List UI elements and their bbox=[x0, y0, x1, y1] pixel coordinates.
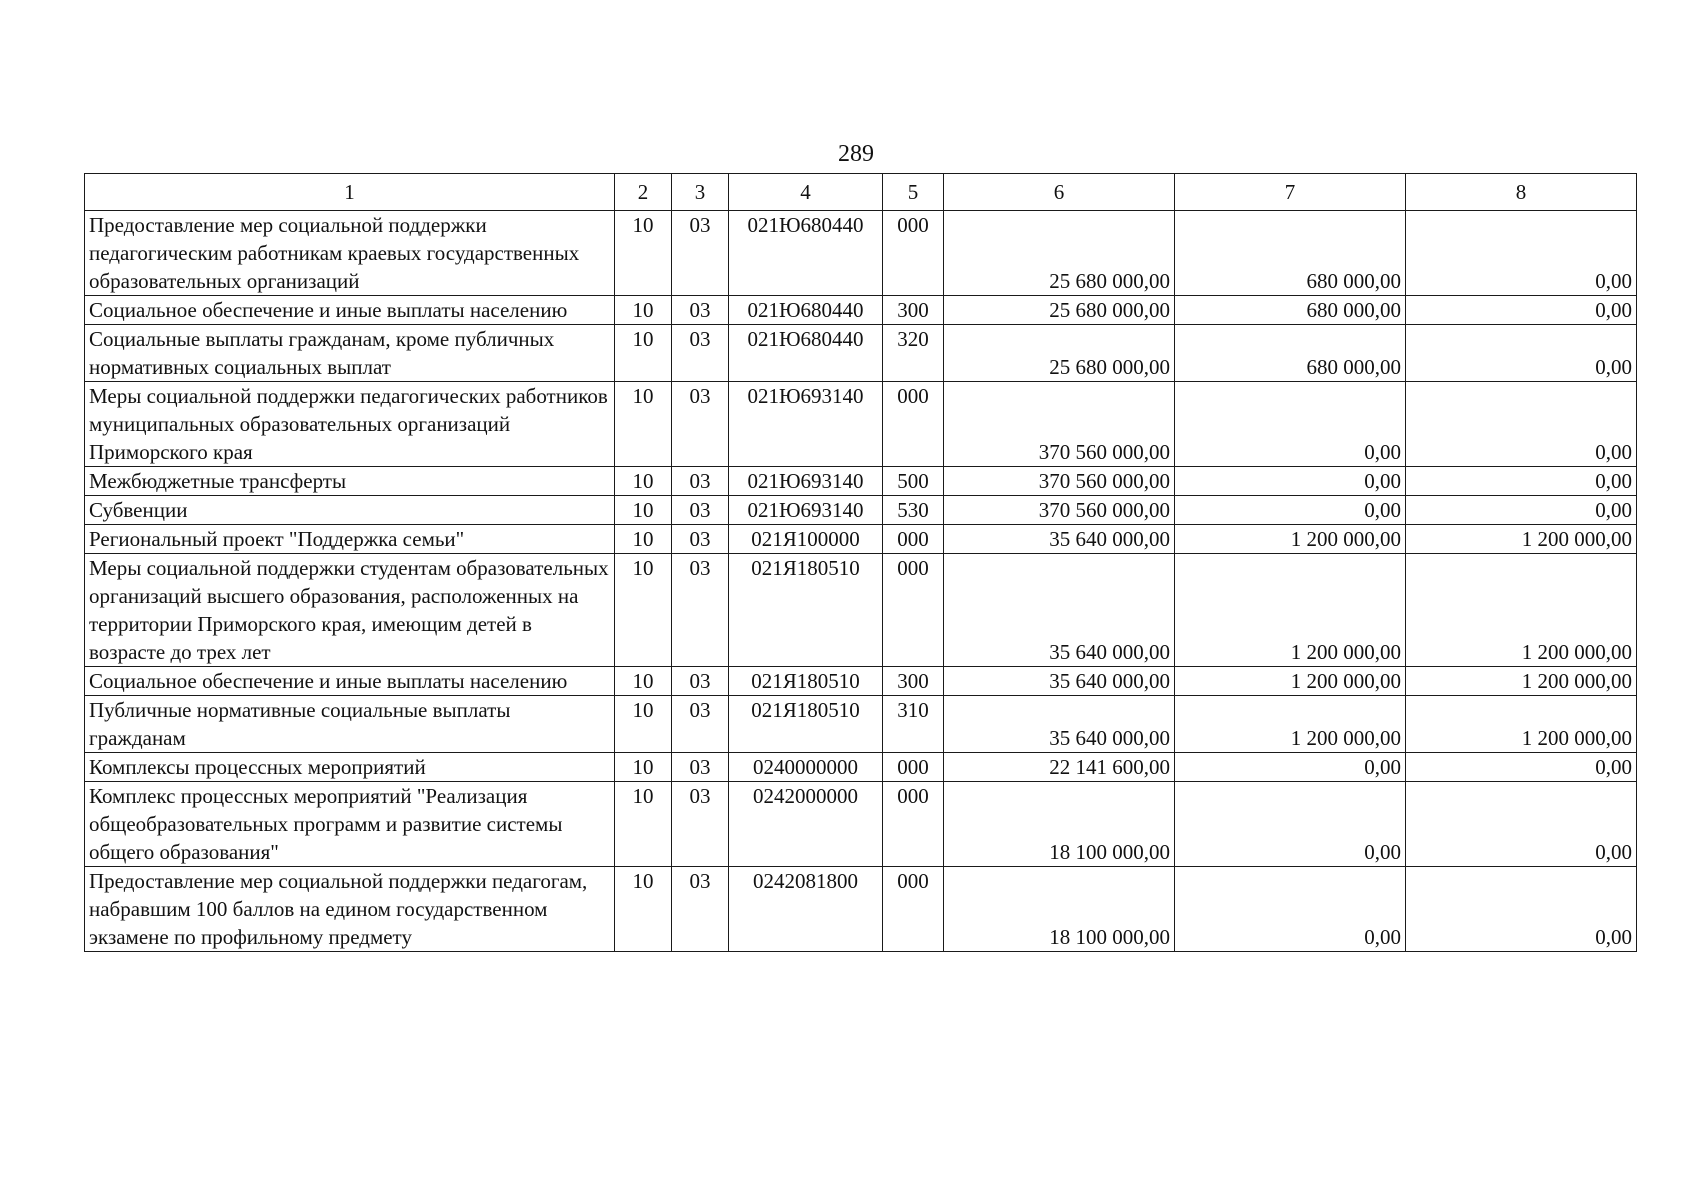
section-code: 10 bbox=[615, 467, 672, 496]
amount-col-8: 0,00 bbox=[1406, 782, 1637, 867]
section-code: 10 bbox=[615, 211, 672, 296]
amount-col-8: 1 200 000,00 bbox=[1406, 667, 1637, 696]
subsection-code: 03 bbox=[672, 525, 729, 554]
table-row bbox=[85, 325, 1637, 382]
target-article-code: 021Я100000 bbox=[729, 525, 883, 554]
table-row bbox=[85, 782, 1637, 867]
expense-type-code: 000 bbox=[883, 211, 944, 296]
target-article-code: 0242081800 bbox=[729, 867, 883, 952]
subsection-code: 03 bbox=[672, 496, 729, 525]
expense-type-code: 000 bbox=[883, 554, 944, 667]
target-article-code: 021Ю680440 bbox=[729, 296, 883, 325]
header-cell: 7 bbox=[1175, 174, 1406, 211]
subsection-code: 03 bbox=[672, 382, 729, 467]
target-article-code: 021Ю680440 bbox=[729, 325, 883, 382]
row-name: Межбюджетные трансферты bbox=[85, 467, 615, 496]
amount-col-7: 680 000,00 bbox=[1175, 296, 1406, 325]
section-code: 10 bbox=[615, 667, 672, 696]
amount-col-7: 0,00 bbox=[1175, 753, 1406, 782]
amount-col-8: 0,00 bbox=[1406, 211, 1637, 296]
expense-type-code: 300 bbox=[883, 667, 944, 696]
amount-col-7: 0,00 bbox=[1175, 467, 1406, 496]
amount-col-8: 1 200 000,00 bbox=[1406, 554, 1637, 667]
target-article-code: 021Я180510 bbox=[729, 667, 883, 696]
amount-col-8: 0,00 bbox=[1406, 753, 1637, 782]
expense-type-code: 300 bbox=[883, 296, 944, 325]
header-cell: 3 bbox=[672, 174, 729, 211]
expense-type-code: 000 bbox=[883, 782, 944, 867]
amount-col-7: 1 200 000,00 bbox=[1175, 525, 1406, 554]
amount-col-7: 1 200 000,00 bbox=[1175, 696, 1406, 753]
amount-col-8: 0,00 bbox=[1406, 296, 1637, 325]
header-cell: 1 bbox=[85, 174, 615, 211]
table-row bbox=[85, 382, 1637, 467]
subsection-code: 03 bbox=[672, 467, 729, 496]
row-name: Меры социальной поддержки педагогических работников муниципальных образовательных организаций Приморского края bbox=[85, 382, 615, 467]
subsection-code: 03 bbox=[672, 753, 729, 782]
row-name: Комплекс процессных мероприятий "Реализация общеобразовательных программ и развитие системы общего образования" bbox=[85, 782, 615, 867]
amount-col-7: 680 000,00 bbox=[1175, 211, 1406, 296]
amount-col-6: 25 680 000,00 bbox=[944, 325, 1175, 382]
header-cell: 5 bbox=[883, 174, 944, 211]
amount-col-7: 0,00 bbox=[1175, 782, 1406, 867]
expense-type-code: 000 bbox=[883, 525, 944, 554]
section-code: 10 bbox=[615, 325, 672, 382]
amount-col-6: 370 560 000,00 bbox=[944, 382, 1175, 467]
amount-col-8: 0,00 bbox=[1406, 382, 1637, 467]
amount-col-8: 1 200 000,00 bbox=[1406, 525, 1637, 554]
header-cell: 8 bbox=[1406, 174, 1637, 211]
row-name: Социальное обеспечение и иные выплаты населению bbox=[85, 296, 615, 325]
row-name: Региональный проект "Поддержка семьи" bbox=[85, 525, 615, 554]
row-name: Предоставление мер социальной поддержки педагогическим работникам краевых государственных образовательных организаций bbox=[85, 211, 615, 296]
amount-col-7: 0,00 bbox=[1175, 382, 1406, 467]
row-name: Публичные нормативные социальные выплаты гражданам bbox=[85, 696, 615, 753]
expense-type-code: 000 bbox=[883, 867, 944, 952]
expense-type-code: 500 bbox=[883, 467, 944, 496]
table-row bbox=[85, 753, 1637, 782]
header-cell: 4 bbox=[729, 174, 883, 211]
subsection-code: 03 bbox=[672, 296, 729, 325]
table-row bbox=[85, 554, 1637, 667]
section-code: 10 bbox=[615, 296, 672, 325]
amount-col-6: 35 640 000,00 bbox=[944, 667, 1175, 696]
table-header-row bbox=[85, 174, 1637, 211]
amount-col-7: 0,00 bbox=[1175, 867, 1406, 952]
row-name: Субвенции bbox=[85, 496, 615, 525]
amount-col-6: 22 141 600,00 bbox=[944, 753, 1175, 782]
target-article-code: 021Ю693140 bbox=[729, 496, 883, 525]
subsection-code: 03 bbox=[672, 325, 729, 382]
subsection-code: 03 bbox=[672, 867, 729, 952]
section-code: 10 bbox=[615, 525, 672, 554]
amount-col-7: 0,00 bbox=[1175, 496, 1406, 525]
section-code: 10 bbox=[615, 554, 672, 667]
expense-type-code: 000 bbox=[883, 382, 944, 467]
table-row bbox=[85, 696, 1637, 753]
amount-col-6: 370 560 000,00 bbox=[944, 496, 1175, 525]
amount-col-6: 25 680 000,00 bbox=[944, 296, 1175, 325]
expense-type-code: 000 bbox=[883, 753, 944, 782]
amount-col-6: 18 100 000,00 bbox=[944, 867, 1175, 952]
amount-col-6: 35 640 000,00 bbox=[944, 696, 1175, 753]
amount-col-7: 1 200 000,00 bbox=[1175, 667, 1406, 696]
budget-table bbox=[84, 173, 1637, 952]
section-code: 10 bbox=[615, 867, 672, 952]
section-code: 10 bbox=[615, 496, 672, 525]
subsection-code: 03 bbox=[672, 696, 729, 753]
table-row bbox=[85, 867, 1637, 952]
table-row bbox=[85, 211, 1637, 296]
row-name: Предоставление мер социальной поддержки педагогам, набравшим 100 баллов на едином государственном экзамене по профильному предмету bbox=[85, 867, 615, 952]
amount-col-7: 1 200 000,00 bbox=[1175, 554, 1406, 667]
subsection-code: 03 bbox=[672, 211, 729, 296]
amount-col-8: 0,00 bbox=[1406, 325, 1637, 382]
row-name: Социальные выплаты гражданам, кроме публичных нормативных социальных выплат bbox=[85, 325, 615, 382]
target-article-code: 0240000000 bbox=[729, 753, 883, 782]
expense-type-code: 530 bbox=[883, 496, 944, 525]
target-article-code: 021Ю693140 bbox=[729, 382, 883, 467]
amount-col-8: 1 200 000,00 bbox=[1406, 696, 1637, 753]
amount-col-6: 370 560 000,00 bbox=[944, 467, 1175, 496]
page-number: 289 bbox=[838, 141, 874, 167]
target-article-code: 021Я180510 bbox=[729, 696, 883, 753]
row-name: Комплексы процессных мероприятий bbox=[85, 753, 615, 782]
subsection-code: 03 bbox=[672, 667, 729, 696]
amount-col-8: 0,00 bbox=[1406, 467, 1637, 496]
amount-col-8: 0,00 bbox=[1406, 867, 1637, 952]
table-row bbox=[85, 296, 1637, 325]
amount-col-7: 680 000,00 bbox=[1175, 325, 1406, 382]
section-code: 10 bbox=[615, 696, 672, 753]
amount-col-6: 35 640 000,00 bbox=[944, 525, 1175, 554]
header-cell: 2 bbox=[615, 174, 672, 211]
subsection-code: 03 bbox=[672, 782, 729, 867]
table-row bbox=[85, 667, 1637, 696]
section-code: 10 bbox=[615, 753, 672, 782]
target-article-code: 021Ю693140 bbox=[729, 467, 883, 496]
row-name: Меры социальной поддержки студентам образовательных организаций высшего образования, расположенных на территории Приморского края, имеющим детей в возрасте до трех лет bbox=[85, 554, 615, 667]
target-article-code: 021Ю680440 bbox=[729, 211, 883, 296]
table-row bbox=[85, 467, 1637, 496]
header-cell: 6 bbox=[944, 174, 1175, 211]
amount-col-6: 35 640 000,00 bbox=[944, 554, 1175, 667]
target-article-code: 0242000000 bbox=[729, 782, 883, 867]
amount-col-6: 25 680 000,00 bbox=[944, 211, 1175, 296]
table-row bbox=[85, 525, 1637, 554]
amount-col-8: 0,00 bbox=[1406, 496, 1637, 525]
section-code: 10 bbox=[615, 782, 672, 867]
row-name: Социальное обеспечение и иные выплаты населению bbox=[85, 667, 615, 696]
expense-type-code: 310 bbox=[883, 696, 944, 753]
target-article-code: 021Я180510 bbox=[729, 554, 883, 667]
subsection-code: 03 bbox=[672, 554, 729, 667]
section-code: 10 bbox=[615, 382, 672, 467]
table-row bbox=[85, 496, 1637, 525]
expense-type-code: 320 bbox=[883, 325, 944, 382]
amount-col-6: 18 100 000,00 bbox=[944, 782, 1175, 867]
